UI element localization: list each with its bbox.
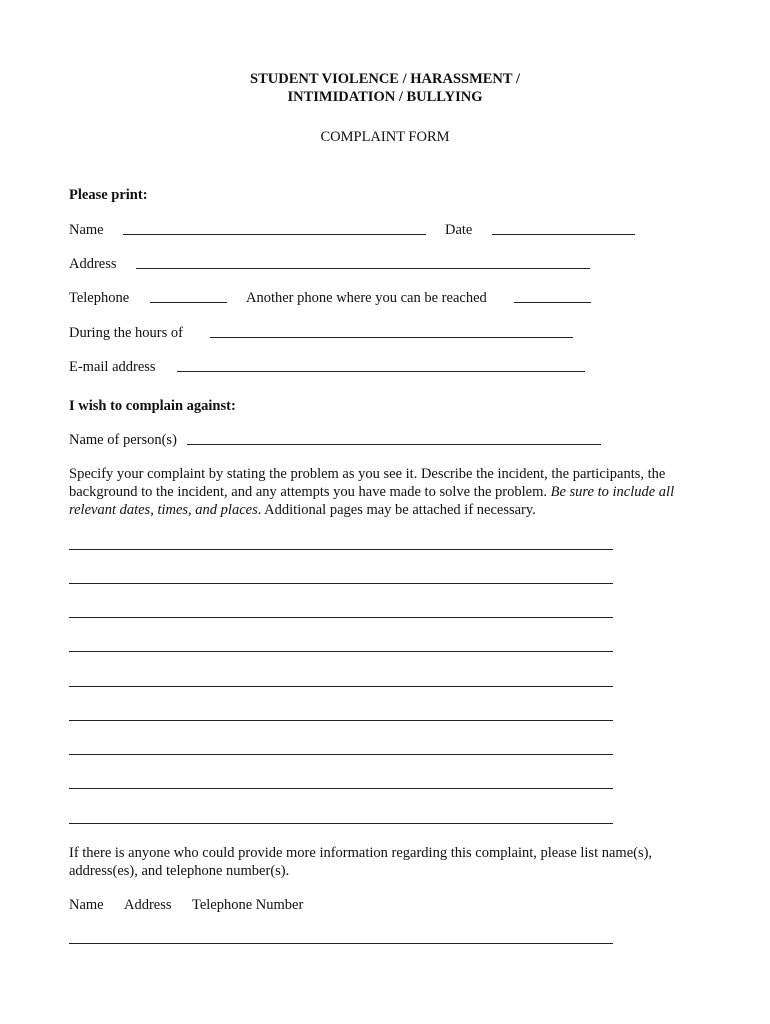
complaint-line[interactable] — [69, 823, 613, 824]
please-print-heading: Please print: — [69, 187, 148, 203]
witness-telephone-column: Telephone Number — [192, 897, 304, 913]
complaint-line[interactable] — [69, 651, 613, 652]
witness-name-column: Name — [69, 897, 104, 913]
complain-against-heading: I wish to complain against: — [69, 398, 236, 414]
witness-entry-field[interactable] — [69, 943, 613, 944]
complaint-line[interactable] — [69, 788, 613, 789]
date-field[interactable] — [492, 234, 635, 235]
address-field[interactable] — [136, 268, 590, 269]
form-subtitle: COMPLAINT FORM — [320, 129, 450, 145]
alt-phone-field[interactable] — [514, 302, 591, 303]
address-label: Address — [69, 256, 117, 272]
form-title-line1: STUDENT VIOLENCE / HARASSMENT / — [250, 71, 520, 87]
persons-label: Name of person(s) — [69, 432, 177, 448]
telephone-field[interactable] — [150, 302, 227, 303]
complaint-instructions: Specify your complaint by stating the problem as you see it. Describe the incident, the participants, the background to the incident, and any attempts you have made to solve the problem. Be sure to include all relevant dates, times, and places. Additional pages may be attached if necessary. — [69, 466, 675, 518]
alt-phone-label: Another phone where you can be reached — [246, 290, 487, 306]
complaint-line[interactable] — [69, 583, 613, 584]
complaint-line[interactable] — [69, 617, 613, 618]
complaint-line[interactable] — [69, 549, 613, 550]
hours-label: During the hours of — [69, 325, 183, 341]
complaint-line[interactable] — [69, 686, 613, 687]
telephone-label: Telephone — [69, 290, 130, 306]
hours-field[interactable] — [210, 337, 573, 338]
date-label: Date — [445, 222, 473, 238]
witness-address-column: Address — [124, 897, 172, 913]
email-label: E-mail address — [69, 359, 156, 375]
name-label: Name — [69, 222, 104, 238]
form-title-line2: INTIMIDATION / BULLYING — [287, 89, 483, 105]
persons-field[interactable] — [187, 444, 601, 445]
email-field[interactable] — [177, 371, 585, 372]
complaint-line[interactable] — [69, 720, 613, 721]
witness-instructions: If there is anyone who could provide more information regarding this complaint, please list name(s), address(es), and telephone number(s). — [69, 845, 653, 879]
complaint-line[interactable] — [69, 754, 613, 755]
name-field[interactable] — [123, 234, 426, 235]
